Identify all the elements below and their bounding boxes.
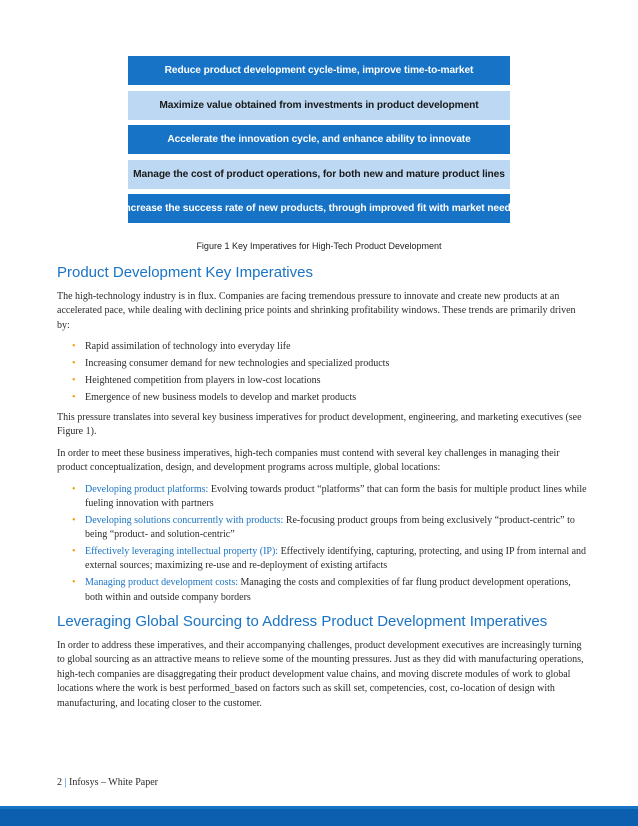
footer-label: Infosys – White Paper	[69, 777, 158, 788]
imperative-bar	[128, 125, 510, 154]
list-item: • Heightened competition from players in low-cost locations	[85, 374, 587, 388]
page-number: 2	[57, 777, 62, 788]
main-content	[57, 262, 587, 718]
imperative-text: Manage the cost of product operations, for both new and mature product lines	[133, 168, 505, 180]
trend-list	[57, 340, 587, 405]
section-heading: Product Development Key Imperatives	[57, 264, 313, 281]
figure-caption: Figure 1 Key Imperatives for High-Tech Product Development	[196, 241, 442, 251]
list-item	[85, 545, 587, 574]
footer-band	[0, 806, 638, 826]
challenge-lead: Managing product development costs:	[85, 577, 239, 589]
challenge-text: Effectively identifying, capturing, protecting, and using IP from internal and external sources; maximizing re-use and re-deployment of existing artifacts	[85, 546, 587, 572]
challenge-text: Re-focusing product groups from being exclusively “product-centric” to being “product- and solution-centric”	[85, 514, 575, 541]
paragraph: This pressure translates into several key business imperatives for product development, engineering, and marketing executives (see Figure 1).	[57, 412, 582, 438]
footer-separator: |	[64, 777, 67, 788]
challenge-text: Managing the costs and complexities of far flung product development operations, both within and outside company borders	[85, 577, 571, 603]
list-item: • Emergence of new business models to develop and market products	[85, 391, 587, 405]
list-item	[85, 514, 587, 543]
list-item: • Rapid assimilation of technology into everyday life	[85, 340, 587, 354]
challenge-text: Evolving towards product “platforms” that can form the basis for multiple product lines while fueling innovation with partners	[85, 483, 587, 510]
imperative-bar	[128, 160, 510, 189]
imperative-bar	[121, 194, 517, 223]
paragraph: The high-technology industry is in flux. Companies are facing tremendous pressure to innovate and create new products at an accelerated pace, while dealing with declining price points and shrinking profitability windows. These trends are primarily driven by:	[57, 291, 576, 331]
paragraph: In order to address these imperatives, and their accompanying challenges, product development executives are increasingly turning to global sourcing as an attractive means to relieve some of the mounting pressures. Just as they did with manufacturing operations, high-tech companies are disaggregating their product development value chains, and moving discrete modules of work to global locations where the work is best performed_based on factors such as skill set, competencies, cost, co-location of design with manufacturing, and locating closer to the customer.	[57, 640, 584, 709]
list-item	[85, 483, 587, 512]
section-heading: Leveraging Global Sourcing to Address Product Development Imperatives	[57, 613, 548, 631]
page-footer	[57, 777, 158, 788]
imperative-bar	[128, 56, 510, 85]
imperative-text: Accelerate the innovation cycle, and enhance ability to innovate	[167, 134, 471, 146]
challenge-list	[57, 483, 587, 605]
challenge-lead: Developing product platforms:	[85, 483, 209, 495]
imperative-bar	[128, 91, 510, 120]
imperative-text: Reduce product development cycle-time, improve time-to-market	[164, 65, 474, 76]
imperative-text: Maximize value obtained from investments in product development	[159, 99, 479, 111]
challenge-lead: Developing solutions concurrently with products:	[85, 514, 284, 526]
challenge-lead: Effectively leveraging intellectual property (IP):	[85, 546, 279, 558]
list-item	[85, 576, 587, 605]
imperatives-figure	[121, 56, 517, 229]
paragraph: In order to meet these business imperatives, high-tech companies must contend with several key challenges in managing their product conceptualization, design, and development programs across multiple, global locations:	[57, 447, 560, 474]
imperative-text: Increase the success rate of new products, through improved fit with market needs	[121, 203, 517, 215]
list-item: • Increasing consumer demand for new technologies and specialized products	[85, 357, 587, 371]
